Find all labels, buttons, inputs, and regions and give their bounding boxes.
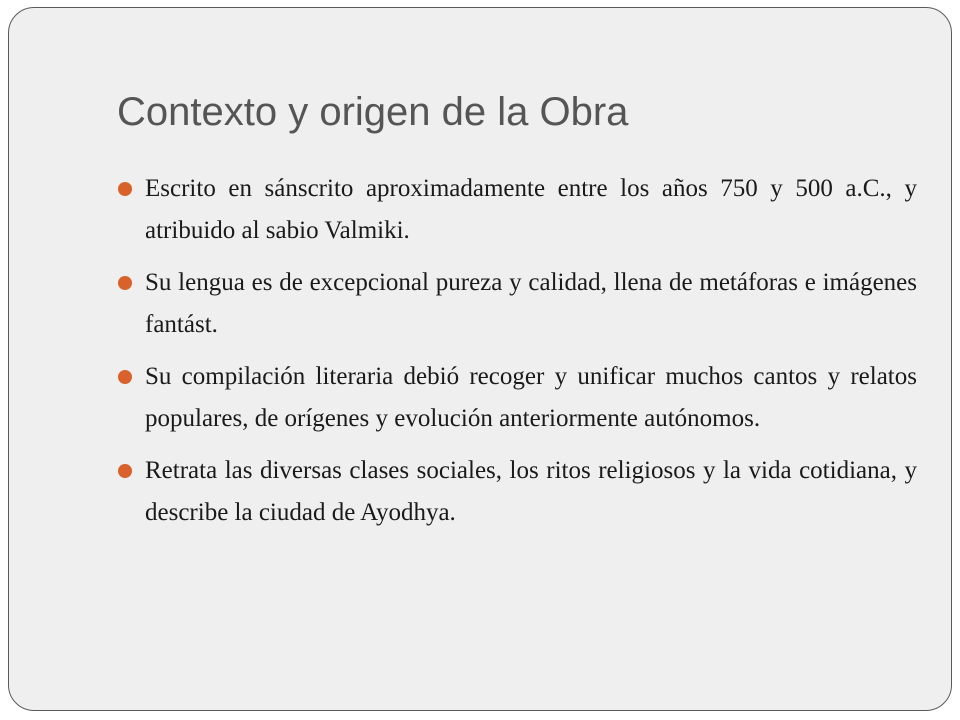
bullet-dot-icon — [118, 464, 132, 478]
bullet-text: Escrito en sánscrito aproximadamente entre los años 750 y 500 a.C., y atribuido al sabio Valmiki. — [145, 175, 917, 244]
bullet-text: Su compilación literaria debió recoger y unificar muchos cantos y relatos populares, de orígenes y evolución anteriormente autónomos. — [145, 363, 917, 432]
list-item — [117, 168, 917, 252]
list-item — [117, 450, 917, 534]
bullet-text: Su lengua es de excepcional pureza y calidad, llena de metáforas e imágenes fantást. — [145, 269, 917, 338]
list-item — [117, 356, 917, 440]
bullet-text: Retrata las diversas clases sociales, los ritos religiosos y la vida cotidiana, y describe la ciudad de Ayodhya. — [145, 457, 917, 526]
bullet-dot-icon — [118, 370, 132, 384]
bullet-dot-icon — [118, 182, 132, 196]
bullet-dot-icon — [118, 276, 132, 290]
bullet-list — [117, 168, 917, 544]
list-item — [117, 262, 917, 346]
slide-frame — [8, 7, 952, 711]
slide-title: Contexto y origen de la Obra — [117, 90, 629, 134]
